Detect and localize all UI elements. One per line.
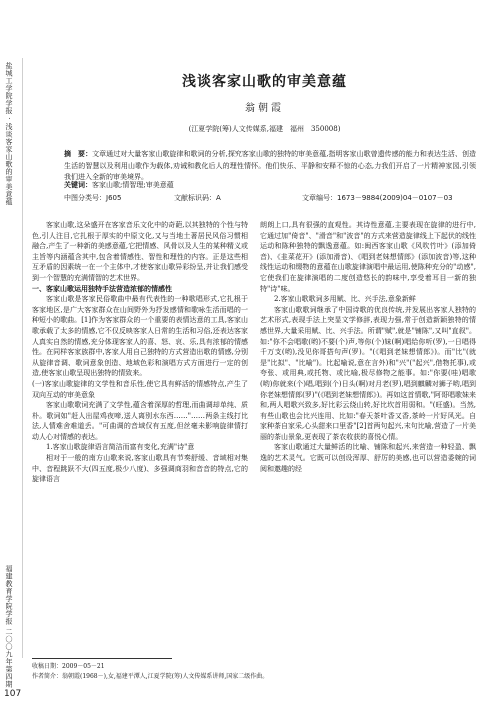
abstract xyxy=(64,148,476,184)
footnote-divider xyxy=(32,658,172,659)
body-paragraph: 客家山歌歌词继承了中国诗歌的优良传统,并发展出客家人独特的艺术形式,表现手法上突显文学修辞,表现力强,常于创造新颖独特的情感世界,大量采用赋、比、兴手法。所谓"赋",就是"铺陈",又叫"直叙"。如:"你不会唱歌(哟)不要(个)声,等你(个)妹(啊)唱给你听(罗),一日唱得千万支(哟),没见你哥搭句声(罗)。"(《唱到老妹想情郎》)。而"比"(就是"比拟"、"比喻")。比起喻说,意在言外)和"兴"("起兴",借物托事),或夸张、或用典,或托物、或比喻,极尽修物之能事。如:"你要(哇)唱歌(哟)你就来(个)唱,唱到(个)日头(啊)对月老(罗),唱到麒麟对狮子哟,唱到你老妹想情郎(罗)"(《唱到老妹想情郎》)。再如这首情歌,"阿哥唱歌妹来和,两人唱歌兴致多,好比彩云绕山转,好比坎首用弱和。"(旺盛)。当然,有些山歌也会比兴连用、比如:"春天茶叶香又香,茶岭一片好风光。自家种茶自家采,心头甜来口里香"[2]首两句起兴,末句比喻,营造了一片美丽的茶山景象,更表现了茶农收获的喜悦心情。 xyxy=(260,305,476,441)
article-affiliation: (江夏学院(筹)人文传媒系,福建 福州 350008) xyxy=(188,125,341,133)
body-paragraph: 1.客家山歌旋律语言简洁而富有变化,充满"诗"意 xyxy=(46,443,195,452)
body-paragraph: 客家山歌歌词充满了文学性,蕴含着深厚的哲理,而曲调却单纯、质朴。歌词如"赶人出屋鸡夜啼,送人离别水东西……"……两条主线打比法,人情难舍难道丢。"可曲调的音域仅有五度,但丝毫未影响旋律情打动人心对情感的表达。 xyxy=(32,401,248,441)
margin-journal-name: 福建教育学院学报 二〇〇九年第四期 xyxy=(5,565,13,688)
keywords xyxy=(64,180,476,190)
keywords-text: 客家山歌;情智理;审美意蕴 xyxy=(92,181,174,189)
received-date: 收稿日期：2009－05－21 xyxy=(32,663,105,670)
body-paragraph: 2.客家山歌歌词多用赋、比、兴手法,意象新鲜 xyxy=(274,295,416,304)
body-column-right xyxy=(260,220,476,474)
article-author: 翁朝霞 xyxy=(245,103,284,114)
body-paragraph: 朗朗上口,具有很强的直观性。其诗性意蕴,主要表现在旋律的进行中,它通过加"倚音"、"滑音"和"波音"的方式来营造旋律线上下起伏的线性运动和陈种独特的飘逸意蕴。如:闽西客家山歌《风吹竹叶》(添加倚音)、《韭菜花开》(添加滑音)、《唱到老妹想情郎》(添加波音)等,这种线性运动和缀物的意蕴在山歌旋律演唱中最运用,使陈种充分的"动感",它使我们在旋律演唱的二度创造悠长的韵味中,享受着耳目一新的独特"诗"味。 xyxy=(260,221,476,293)
body-column-left xyxy=(32,220,248,485)
abstract-text: 文章通过对大量客家山歌旋律和歌词的分析,探究客家山歌的独特的审美意蕴,指明客家山歌曾遗传感的能力和表达生活、创造生活的智慧以及利用山歌作为载体,劝诫和教化后人的理性情怀。他们快乐、平静和安释不惊的心态,力我们开启了一片精神家园,引领我们进入全新的审美境界。 xyxy=(64,150,476,181)
section-heading: 一、客家山歌运用独特手法营造浓郁的情感性 xyxy=(32,284,172,293)
page-number: 107 xyxy=(4,689,22,699)
margin-divider xyxy=(22,58,23,658)
body-paragraph: 客家山歌,这朵盛开在客家音乐文化中的奇葩,以其独特的个性与特色,引人注目,它扎根于厚实的中原文化,又与当地土著居民风俗习惯相融合,产生了一种新的美感意蕴,它把情感、风骨以及人生的某种精义或主旨等内涵蕴含其中,包含着情感性、智性和理性的内容。正是这些相互矛盾的因素统一在一个主体中,才使客家山歌异彩纷呈,并让我们感受到一个智慧的充满情智的艺术世界。 xyxy=(32,221,248,282)
abstract-label: 摘 要： xyxy=(64,149,93,158)
margin-running-title: 盐城工学院学报 · 浅谈客家山歌的审美意蕴 xyxy=(5,62,13,206)
author-bio: 作者简介：翁朝霞(1968－),女,福建平潭人,江夏学院(筹)人文传媒系讲师,国家二级作曲。 xyxy=(32,673,269,680)
subsection-heading: (一)客家山歌旋律的文学性和音乐性,使它具有鲜活的情感特点,产生了双向互动的审美意象 xyxy=(32,379,248,399)
body-paragraph: 客家山歌是客家民俗歌曲中最有代表性的一种歌唱形式,它扎根于客家地区,是广大客家群众在山间野外为抒发感情和歌咏生活而唱的一种短小的歌曲。[1]作为客家群众的一个重要的表情达意的工具,客家山歌承载了太多的情感,它不仅反映客家人日常的生活和习俗,还表达客家人真实自然的情感,充分体现客家人的喜、怒、哀、乐,具有浓郁的情感性。在同样客家族群中,客家人用自己独特的方式营造出歌的情感,分别从旋律音调、歌词意象创造、地域色彩和演唱方式方面进行一定的创造,使客家山歌呈现出独特的情致来。 xyxy=(32,295,248,378)
keywords-label: 关键词： xyxy=(64,180,92,189)
article-number: 文章编号：1673－9884(2009)04－0107－03 xyxy=(302,194,453,202)
article-title: 浅谈客家山歌的审美意蕴 xyxy=(182,74,347,90)
document-code: 文献标识码：A xyxy=(174,194,221,202)
clc-number: 中图分类号：J605 xyxy=(64,194,122,202)
body-paragraph: 客家山歌通过大量鲜活的比喻、铺陈和起兴,来营造一种轻盈、飘逸的艺术灵气。它既可以创设浑厚、舒厉的美感,也可以营造委婉的词阅和邀趣的经 xyxy=(260,443,476,473)
body-paragraph: 相对于一般的南方山歌来说,客家山歌具有节奏舒缓、音域相对集中、音程跳跃不大(四五度,极少八度)、多强调商羽和音音的特点,它的旋律语言 xyxy=(32,454,248,484)
classification-row xyxy=(64,193,484,203)
